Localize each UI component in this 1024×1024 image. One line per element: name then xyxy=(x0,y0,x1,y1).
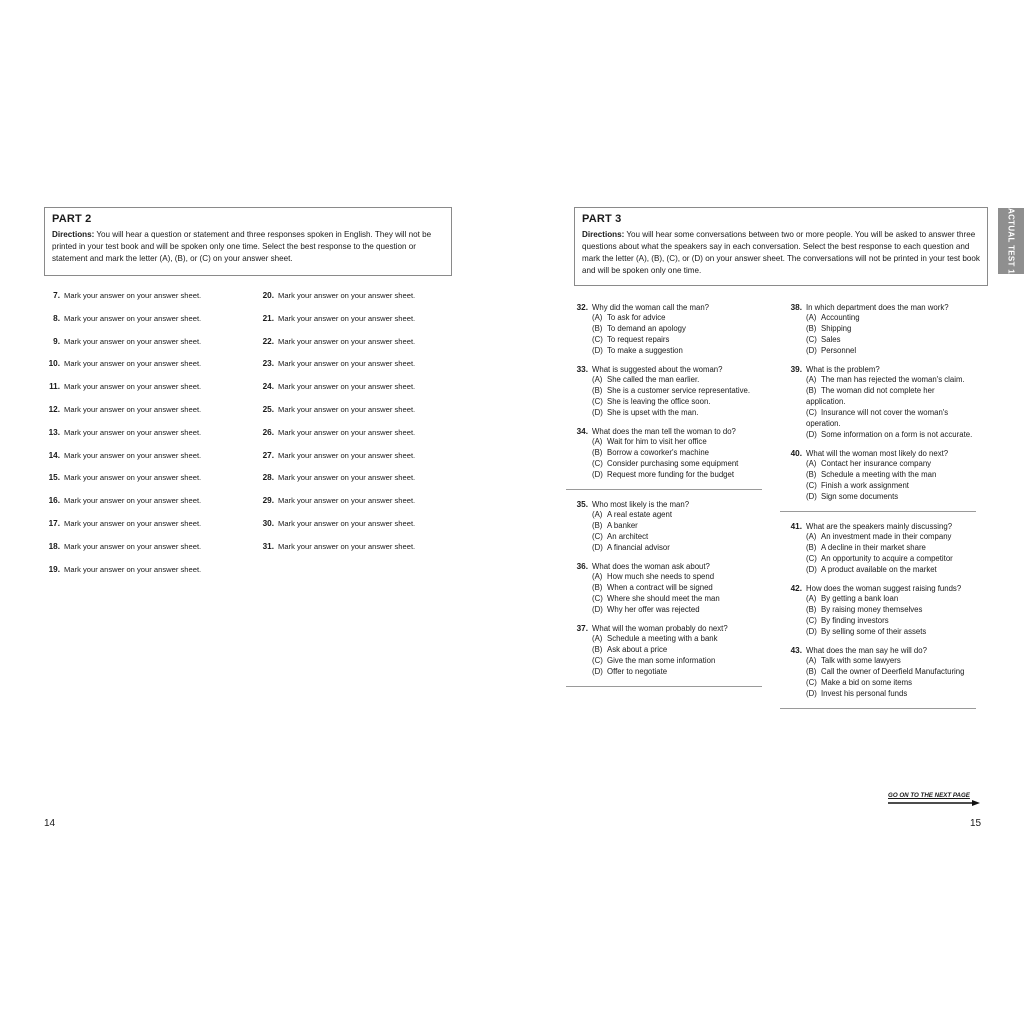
option-text: Accounting xyxy=(821,313,860,322)
answer-option xyxy=(806,429,976,440)
answer-option xyxy=(592,531,762,542)
option-text: A financial advisor xyxy=(607,543,670,552)
item-text: Mark your answer on your answer sheet. xyxy=(64,382,202,392)
answer-option xyxy=(592,436,762,447)
option-letter: (A) xyxy=(806,656,817,665)
option-text: The man has rejected the woman's claim. xyxy=(821,375,965,384)
option-letter: (D) xyxy=(592,408,603,417)
answer-option xyxy=(592,334,762,345)
answer-option xyxy=(806,564,976,575)
answer-item xyxy=(252,405,415,414)
question-text: What is suggested about the woman? xyxy=(592,365,723,374)
option-letter: (B) xyxy=(806,543,817,552)
option-text: She is leaving the office soon. xyxy=(607,397,711,406)
option-letter: (A) xyxy=(592,375,603,384)
item-number: 15. xyxy=(48,473,60,483)
option-letter: (C) xyxy=(806,335,817,344)
item-number: 13. xyxy=(48,427,60,437)
question-text: What does the man tell the woman to do? xyxy=(592,427,736,436)
option-letter: (B) xyxy=(592,324,603,333)
item-text: Mark your answer on your answer sheet. xyxy=(64,427,202,437)
item-text: Mark your answer on your answer sheet. xyxy=(64,291,202,300)
option-text: By raising money themselves xyxy=(821,605,923,614)
answer-item xyxy=(38,337,201,346)
answer-option xyxy=(592,407,762,418)
question xyxy=(780,522,976,575)
option-letter: (C) xyxy=(592,532,603,541)
answer-option xyxy=(806,615,976,626)
item-text: Mark your answer on your answer sheet. xyxy=(278,291,416,300)
item-text: Mark your answer on your answer sheet. xyxy=(278,382,416,392)
answer-item xyxy=(252,314,415,323)
option-letter: (C) xyxy=(592,459,603,468)
question xyxy=(566,365,762,418)
question-line xyxy=(566,427,762,436)
item-number: 29. xyxy=(262,496,274,506)
option-letter: (D) xyxy=(806,627,817,636)
option-letter: (C) xyxy=(592,656,603,665)
option-letter: (B) xyxy=(592,521,603,530)
option-text: Contact her insurance company xyxy=(821,459,932,468)
answer-item xyxy=(38,291,201,300)
option-text: Insurance will not cover the woman's operation. xyxy=(806,408,949,428)
question-number: 32. xyxy=(576,303,588,312)
answer-option xyxy=(806,688,976,699)
answer-option xyxy=(806,604,976,615)
option-letter: (B) xyxy=(806,324,817,333)
item-number: 23. xyxy=(262,359,274,369)
question-number: 37. xyxy=(576,624,588,633)
option-text: Schedule a meeting with a bank xyxy=(607,634,718,643)
option-letter: (D) xyxy=(592,346,603,355)
answer-option xyxy=(806,491,976,502)
option-letter: (D) xyxy=(806,346,817,355)
answer-item xyxy=(252,542,415,551)
option-text: How much she needs to spend xyxy=(607,572,715,581)
option-text: Offer to negotiate xyxy=(607,667,668,676)
answer-item xyxy=(252,473,415,482)
answer-item xyxy=(252,519,415,528)
item-number: 10. xyxy=(48,359,60,369)
option-text: When a contract will be signed xyxy=(607,583,713,592)
option-letter: (A) xyxy=(592,437,603,446)
answer-option xyxy=(806,407,976,429)
option-letter: (D) xyxy=(806,492,817,501)
part2-title: PART 2 xyxy=(52,213,92,225)
answer-option xyxy=(592,374,762,385)
item-number: 9. xyxy=(53,336,60,346)
option-text: Ask about a price xyxy=(607,645,668,654)
question-line xyxy=(780,449,976,458)
answer-option xyxy=(806,677,976,688)
item-text: Mark your answer on your answer sheet. xyxy=(64,541,202,551)
answer-option xyxy=(806,312,976,323)
answer-option xyxy=(806,626,976,637)
option-text: She is a customer service representative. xyxy=(607,386,751,395)
option-text: Finish a work assignment xyxy=(821,481,909,490)
item-number: 24. xyxy=(262,382,274,392)
question-number: 43. xyxy=(790,646,802,655)
question-text: What will the woman most likely do next? xyxy=(806,449,949,458)
part3-column-1 xyxy=(566,303,762,697)
answer-option xyxy=(592,582,762,593)
item-text: Mark your answer on your answer sheet. xyxy=(64,473,202,483)
option-text: To ask for advice xyxy=(607,313,666,322)
answer-item xyxy=(38,314,201,323)
question xyxy=(780,646,976,699)
answer-option xyxy=(592,385,762,396)
option-text: She is upset with the man. xyxy=(607,408,699,417)
question-text: What will the woman probably do next? xyxy=(592,624,728,633)
part2-directions-box xyxy=(44,207,452,276)
item-number: 30. xyxy=(262,519,274,528)
item-number: 31. xyxy=(262,541,274,551)
option-letter: (B) xyxy=(592,583,603,592)
question-number: 41. xyxy=(790,522,802,531)
question-line xyxy=(566,500,762,509)
option-letter: (C) xyxy=(806,408,817,417)
option-text: An opportunity to acquire a competitor xyxy=(821,554,953,563)
option-letter: (A) xyxy=(592,313,603,322)
option-letter: (A) xyxy=(806,375,817,384)
answer-option xyxy=(592,542,762,553)
group-separator xyxy=(780,708,976,709)
answer-option xyxy=(806,469,976,480)
option-letter: (A) xyxy=(592,572,603,581)
option-letter: (D) xyxy=(592,605,603,614)
question xyxy=(566,303,762,356)
question-text: What are the speakers mainly discussing? xyxy=(806,522,953,531)
option-letter: (D) xyxy=(806,565,817,574)
option-letter: (B) xyxy=(806,386,817,395)
option-letter: (C) xyxy=(806,554,817,563)
item-number: 20. xyxy=(262,291,274,300)
item-text: Mark your answer on your answer sheet. xyxy=(278,450,416,460)
option-letter: (A) xyxy=(806,459,817,468)
answer-item xyxy=(252,337,415,346)
answer-option xyxy=(806,323,976,334)
question xyxy=(566,500,762,553)
item-text: Mark your answer on your answer sheet. xyxy=(64,336,202,346)
option-letter: (B) xyxy=(806,605,817,614)
option-text: Talk with some lawyers xyxy=(821,656,901,665)
option-letter: (A) xyxy=(592,510,603,519)
answer-item xyxy=(252,291,415,300)
option-text: Sign some documents xyxy=(821,492,899,501)
question-line xyxy=(780,365,976,374)
answer-option xyxy=(806,593,976,604)
question-line xyxy=(566,562,762,571)
go-on-next-page-label: GO ON TO THE NEXT PAGE xyxy=(888,792,970,799)
option-text: Sales xyxy=(821,335,841,344)
option-text: Where she should meet the man xyxy=(607,594,720,603)
option-text: A product available on the market xyxy=(821,565,937,574)
option-text: Borrow a coworker's machine xyxy=(607,448,710,457)
option-text: Wait for him to visit her office xyxy=(607,437,707,446)
option-letter: (A) xyxy=(806,313,817,322)
item-text: Mark your answer on your answer sheet. xyxy=(278,336,416,346)
option-letter: (A) xyxy=(806,594,817,603)
item-number: 19. xyxy=(48,564,60,574)
answer-option xyxy=(592,447,762,458)
item-number: 16. xyxy=(48,496,60,506)
question-line xyxy=(566,303,762,312)
part2-directions-label: Directions: xyxy=(52,230,95,239)
question-line xyxy=(780,522,976,531)
option-letter: (C) xyxy=(592,335,603,344)
group-separator xyxy=(780,511,976,512)
answer-item xyxy=(38,565,201,574)
item-text: Mark your answer on your answer sheet. xyxy=(64,359,202,369)
question xyxy=(566,427,762,480)
question-text: Who most likely is the man? xyxy=(592,500,690,509)
option-letter: (D) xyxy=(592,470,603,479)
answer-item xyxy=(252,382,415,391)
option-letter: (B) xyxy=(592,448,603,457)
option-text: Why her offer was rejected xyxy=(607,605,700,614)
question-text: Why did the woman call the man? xyxy=(592,303,710,312)
group-separator xyxy=(566,686,762,687)
answer-item xyxy=(38,382,201,391)
option-text: By selling some of their assets xyxy=(821,627,927,636)
question-line xyxy=(566,365,762,374)
right-page xyxy=(512,0,1024,1024)
answer-item xyxy=(252,451,415,460)
option-text: To request repairs xyxy=(607,335,670,344)
option-letter: (D) xyxy=(592,543,603,552)
item-number: 17. xyxy=(48,519,60,528)
part3-directions-box xyxy=(574,207,988,286)
item-number: 14. xyxy=(48,450,60,460)
item-text: Mark your answer on your answer sheet. xyxy=(64,519,202,528)
option-text: By finding investors xyxy=(821,616,889,625)
question-number: 40. xyxy=(790,449,802,458)
question xyxy=(566,562,762,615)
part2-directions xyxy=(52,229,444,265)
question xyxy=(780,584,976,637)
answer-item xyxy=(38,405,201,414)
answer-item xyxy=(252,496,415,505)
actual-test-side-tab xyxy=(998,208,1024,274)
option-letter: (B) xyxy=(806,470,817,479)
answer-option xyxy=(806,385,976,407)
option-text: She called the man earlier. xyxy=(607,375,700,384)
answer-item xyxy=(38,428,201,437)
question-number: 38. xyxy=(790,303,802,312)
option-text: Give the man some information xyxy=(607,656,716,665)
option-text: An investment made in their company xyxy=(821,532,952,541)
option-text: Personnel xyxy=(821,346,857,355)
question-number: 39. xyxy=(790,365,802,374)
item-text: Mark your answer on your answer sheet. xyxy=(64,496,202,506)
item-text: Mark your answer on your answer sheet. xyxy=(278,496,416,506)
answer-option xyxy=(592,458,762,469)
answer-item xyxy=(252,428,415,437)
item-text: Mark your answer on your answer sheet. xyxy=(64,450,202,460)
option-text: Consider purchasing some equipment xyxy=(607,459,739,468)
item-text: Mark your answer on your answer sheet. xyxy=(278,313,416,323)
answer-option xyxy=(806,531,976,542)
answer-option xyxy=(806,666,976,677)
answer-item xyxy=(252,359,415,368)
question-text: What is the problem? xyxy=(806,365,880,374)
option-text: Request more funding for the budget xyxy=(607,470,735,479)
question-number: 35. xyxy=(576,500,588,509)
answer-option xyxy=(806,458,976,469)
option-text: Shipping xyxy=(821,324,852,333)
question-line xyxy=(780,646,976,655)
answer-option xyxy=(592,604,762,615)
option-text: To make a suggestion xyxy=(607,346,683,355)
next-page-arrow-icon xyxy=(888,800,980,806)
item-text: Mark your answer on your answer sheet. xyxy=(278,473,416,483)
answer-option xyxy=(592,323,762,334)
option-letter: (D) xyxy=(592,667,603,676)
question-text: In which department does the man work? xyxy=(806,303,949,312)
item-text: Mark your answer on your answer sheet. xyxy=(64,405,202,414)
answer-option xyxy=(592,520,762,531)
item-number: 8. xyxy=(53,313,60,323)
question-line xyxy=(780,584,976,593)
answer-option xyxy=(592,469,762,480)
question-line xyxy=(566,624,762,633)
answer-item xyxy=(38,542,201,551)
question xyxy=(780,449,976,502)
item-number: 22. xyxy=(262,336,274,346)
item-number: 26. xyxy=(262,427,274,437)
answer-option xyxy=(806,374,976,385)
option-text: The woman did not complete her application. xyxy=(806,386,935,406)
answer-option xyxy=(592,644,762,655)
item-number: 27. xyxy=(262,450,274,460)
item-text: Mark your answer on your answer sheet. xyxy=(278,427,416,437)
option-text: A decline in their market share xyxy=(821,543,926,552)
question-text: What does the woman ask about? xyxy=(592,562,710,571)
item-text: Mark your answer on your answer sheet. xyxy=(278,359,416,369)
part3-directions-label: Directions: xyxy=(582,230,625,239)
answer-option xyxy=(806,542,976,553)
option-letter: (C) xyxy=(592,594,603,603)
answer-option xyxy=(592,345,762,356)
item-text: Mark your answer on your answer sheet. xyxy=(64,313,202,323)
option-text: A real estate agent xyxy=(607,510,673,519)
page-number-right: 15 xyxy=(970,818,982,829)
part3-column-2 xyxy=(780,303,976,719)
item-number: 25. xyxy=(262,405,274,414)
answer-item xyxy=(38,359,201,368)
part3-directions-text: You will hear some conversations between two or more people. You will be asked to answer three questions about what the speakers say in each conversation. Select the best response to each question and mark the letter (A), (B), (C), or (D) on your answer sheet. The conversations will not be printed in your test book and will be spoken only one time. xyxy=(582,230,980,275)
option-letter: (B) xyxy=(592,645,603,654)
question-text: What does the man say he will do? xyxy=(806,646,927,655)
part2-directions-text: You will hear a question or statement and three responses spoken in English. They will not be printed in your test book and will be spoken only one time. Select the best response to the question or statement and mark the letter (A), (B), or (C) on your answer sheet. xyxy=(52,230,432,263)
option-text: Call the owner of Deerfield Manufacturing xyxy=(821,667,965,676)
option-letter: (B) xyxy=(592,386,603,395)
answer-option xyxy=(592,312,762,323)
answer-option xyxy=(592,666,762,677)
page-number-left: 14 xyxy=(44,818,56,829)
option-letter: (C) xyxy=(806,616,817,625)
answer-item xyxy=(38,496,201,505)
option-text: Invest his personal funds xyxy=(821,689,908,698)
item-number: 11. xyxy=(49,382,60,392)
option-text: Schedule a meeting with the man xyxy=(821,470,937,479)
option-text: Some information on a form is not accurate. xyxy=(821,430,973,439)
answer-option xyxy=(806,655,976,666)
question-line xyxy=(780,303,976,312)
item-text: Mark your answer on your answer sheet. xyxy=(278,541,416,551)
question xyxy=(780,365,976,440)
question-text: How does the woman suggest raising funds? xyxy=(806,584,962,593)
answer-option xyxy=(592,509,762,520)
question-number: 33. xyxy=(576,365,588,374)
answer-option xyxy=(806,480,976,491)
answer-option xyxy=(592,571,762,582)
option-text: A banker xyxy=(607,521,638,530)
question-number: 34. xyxy=(576,427,588,436)
part3-directions xyxy=(582,229,980,277)
answer-option xyxy=(592,655,762,666)
part3-title: PART 3 xyxy=(582,213,622,225)
answer-option xyxy=(592,396,762,407)
item-number: 12. xyxy=(48,405,60,414)
item-text: Mark your answer on your answer sheet. xyxy=(278,519,416,528)
item-number: 18. xyxy=(48,541,60,551)
question-number: 42. xyxy=(790,584,802,593)
answer-option xyxy=(806,334,976,345)
answer-item xyxy=(38,451,201,460)
side-tab-label: ACTUAL TEST 1 xyxy=(1006,208,1016,274)
option-letter: (C) xyxy=(806,481,817,490)
question-number: 36. xyxy=(576,562,588,571)
option-text: By getting a bank loan xyxy=(821,594,899,603)
question xyxy=(780,303,976,356)
option-text: Make a bid on some items xyxy=(821,678,913,687)
option-letter: (C) xyxy=(806,678,817,687)
option-letter: (A) xyxy=(592,634,603,643)
question xyxy=(566,624,762,677)
answer-option xyxy=(592,633,762,644)
answer-option xyxy=(592,593,762,604)
answer-item xyxy=(38,473,201,482)
item-text: Mark your answer on your answer sheet. xyxy=(278,405,416,414)
option-letter: (C) xyxy=(592,397,603,406)
item-number: 28. xyxy=(262,473,274,483)
answer-item xyxy=(38,519,201,528)
option-letter: (D) xyxy=(806,689,817,698)
option-letter: (D) xyxy=(806,430,817,439)
answer-option xyxy=(806,553,976,564)
item-text: Mark your answer on your answer sheet. xyxy=(64,564,202,574)
option-letter: (A) xyxy=(806,532,817,541)
option-text: An architect xyxy=(607,532,649,541)
item-number: 21. xyxy=(262,313,274,323)
item-number: 7. xyxy=(53,291,60,300)
answer-option xyxy=(806,345,976,356)
group-separator xyxy=(566,489,762,490)
option-letter: (B) xyxy=(806,667,817,676)
option-text: To demand an apology xyxy=(607,324,686,333)
